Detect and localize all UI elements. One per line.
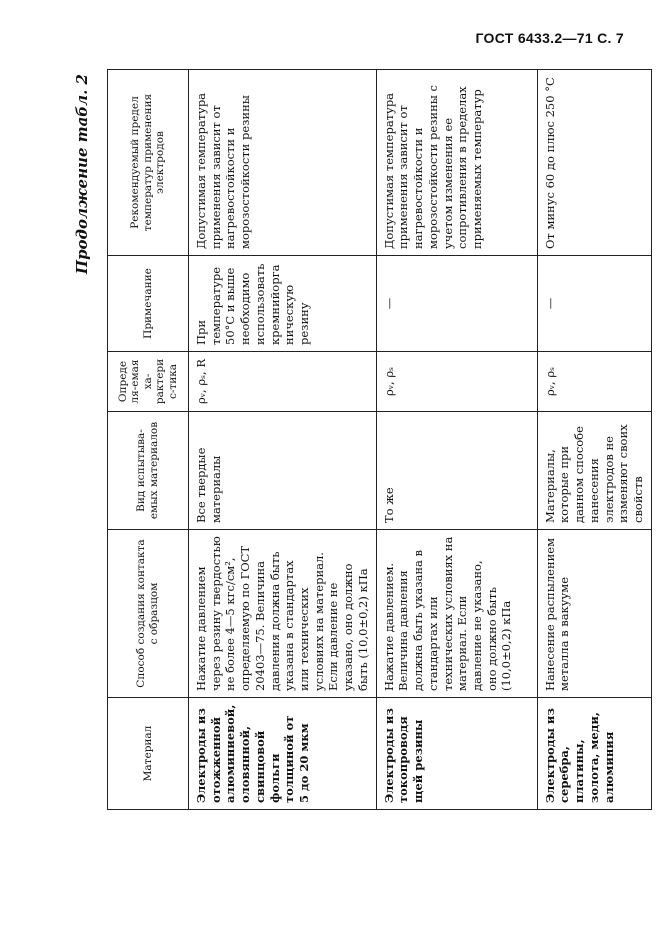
table-header-row <box>108 70 189 810</box>
column-header-temperature-limit: Рекомендуемый предел температур применения электродов <box>108 70 189 256</box>
table-row <box>189 70 377 810</box>
table-row <box>376 70 537 810</box>
cell-characteristic: ρᵥ, ρₛ, R <box>189 352 377 412</box>
rotated-table-area <box>73 70 645 810</box>
cell-tested-materials: То же <box>376 412 537 530</box>
cell-contact-method: Нанесение распылением металла в вакууме <box>537 530 651 698</box>
column-header-characteristic: Определя-емая ха-рактерис-тика <box>108 352 189 412</box>
electrodes-table <box>107 69 652 810</box>
column-header-note: Примечание <box>108 256 189 352</box>
cell-note: При температуре 50°С и выше необходимо использовать кремнийорганическую резину <box>189 256 377 352</box>
column-header-tested-materials: Вид испытыва-емых материалов <box>108 412 189 530</box>
column-header-contact-method: Способ создания контакта с образцом <box>108 530 189 698</box>
cell-characteristic: ρᵥ, ρₛ <box>376 352 537 412</box>
cell-material: Электроды из токопроводящей резины <box>376 698 537 810</box>
cell-characteristic: ρᵥ, ρₛ <box>537 352 651 412</box>
cell-temperature-limit: Допустимая температура применения зависит от нагревостойкости и морозостойкости резины <box>189 70 377 256</box>
cell-tested-materials: Материалы, которые при данном способе нанесения электродов не изменяют своих свойств <box>537 412 651 530</box>
cell-temperature-limit: Допустимая температура применения зависит от нагревостойкости и морозостойкости резины с учетом изменения ее сопротивления в пределах применяемых температур <box>376 70 537 256</box>
cell-contact-method: Нажатие давлением через резину твердостью не более 4—5 кгс/см², определяемую по ГОСТ 20403—75. Величина давления должна быть указана в стандартах или технических условиях на материал. Если давление не указано, оно должно быть (10,0±0,2) кПа <box>189 530 377 698</box>
cell-tested-materials: Все твердые материалы <box>189 412 377 530</box>
page-header: ГОСТ 6433.2—71 С. 7 <box>475 30 624 46</box>
column-header-material: Материал <box>108 698 189 810</box>
cell-material: Электроды из серебра, платины, золота, меди, алюминия <box>537 698 651 810</box>
cell-contact-method: Нажатие давлением. Величина давления должна быть указана в стандартах или технических условиях на материал. Если давление не указано, оно должно быть (10,0±0,2) кПа <box>376 530 537 698</box>
table-row <box>537 70 651 810</box>
cell-note: — <box>537 256 651 352</box>
cell-temperature-limit: От минус 60 до плюс 250 °С <box>537 70 651 256</box>
continuation-label: Продолжение табл. 2 <box>73 74 91 275</box>
cell-note: — <box>376 256 537 352</box>
cell-material: Электроды из отожженной алюминиевой, оловянной, свинцовой фольги толщиной от 5 до 20 мкм <box>189 698 377 810</box>
